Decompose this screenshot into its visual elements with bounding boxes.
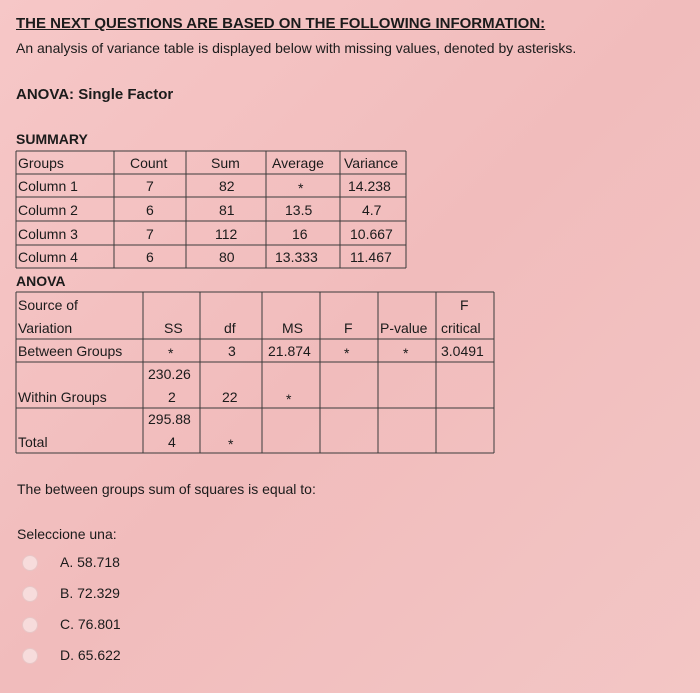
between-groups-ss: * xyxy=(168,345,174,361)
summary-row-4-variance: 11.467 xyxy=(350,249,392,265)
within-groups-label: Within Groups xyxy=(18,389,107,405)
summary-row-4-group: Column 4 xyxy=(18,249,78,265)
option-b-label: B. 72.329 xyxy=(60,585,120,601)
anova-header-df: df xyxy=(224,320,236,336)
summary-row-3-variance: 10.667 xyxy=(350,226,393,242)
between-groups-label: Between Groups xyxy=(18,343,123,359)
option-a-radio[interactable] xyxy=(22,555,38,571)
summary-row-3-count: 7 xyxy=(146,226,154,242)
summary-row-4-count: 6 xyxy=(146,249,154,265)
summary-header-count: Count xyxy=(130,155,168,171)
option-c-radio[interactable] xyxy=(22,617,38,633)
option-d-label: D. 65.622 xyxy=(60,647,121,663)
option-a-label: A. 58.718 xyxy=(60,554,120,570)
summary-header-variance: Variance xyxy=(344,155,399,171)
between-groups-f: * xyxy=(344,345,350,361)
summary-row-1-average: * xyxy=(298,180,304,196)
between-groups-df: 3 xyxy=(228,343,236,359)
anova-header-f: F xyxy=(344,320,353,336)
within-groups-ms: * xyxy=(286,391,292,407)
anova-header-pvalue: P-value xyxy=(380,320,428,336)
summary-row-2-sum: 81 xyxy=(219,202,235,218)
anova-header-ss: SS xyxy=(164,320,183,336)
option-d-radio[interactable] xyxy=(22,648,38,664)
option-c-label: C. 76.801 xyxy=(60,616,121,632)
summary-header-average: Average xyxy=(272,155,324,171)
total-df: * xyxy=(228,436,234,452)
select-one-label: Seleccione una: xyxy=(17,526,117,542)
anova-header-source-line1: Source of xyxy=(18,297,78,313)
between-groups-ms: 21.874 xyxy=(268,343,311,359)
summary-row-1-variance: 14.238 xyxy=(348,178,391,194)
anova-header-fcrit-line1: F xyxy=(460,297,469,313)
summary-row-3-sum: 112 xyxy=(215,226,238,242)
summary-row-2-group: Column 2 xyxy=(18,202,78,218)
summary-row-1-group: Column 1 xyxy=(18,178,78,194)
summary-row-3-group: Column 3 xyxy=(18,226,78,242)
total-ss-line2: 4 xyxy=(168,434,176,450)
intro-text: An analysis of variance table is displayed below with missing values, denoted by asterisks. xyxy=(16,40,577,56)
question-text: The between groups sum of squares is equal to: xyxy=(17,481,316,497)
between-groups-fcrit: 3.0491 xyxy=(441,343,484,359)
anova-header-source-line2: Variation xyxy=(18,320,73,336)
summary-label: SUMMARY xyxy=(16,131,88,147)
summary-row-4-sum: 80 xyxy=(219,249,235,265)
summary-row-1-count: 7 xyxy=(146,178,154,194)
total-ss-line1: 295.88 xyxy=(148,411,191,427)
within-groups-ss-line2: 2 xyxy=(168,389,176,405)
between-groups-pvalue: * xyxy=(403,345,409,361)
summary-header-groups: Groups xyxy=(18,155,64,171)
within-groups-ss-line1: 230.26 xyxy=(148,366,191,382)
summary-row-2-variance: 4.7 xyxy=(362,202,382,218)
anova-header-fcrit-line2: critical xyxy=(441,320,481,336)
summary-row-1-sum: 82 xyxy=(219,178,235,194)
summary-header-sum: Sum xyxy=(211,155,240,171)
summary-row-2-count: 6 xyxy=(146,202,154,218)
summary-row-4-average: 13.333 xyxy=(275,249,318,265)
option-b-radio[interactable] xyxy=(22,586,38,602)
anova-title: ANOVA: Single Factor xyxy=(16,86,174,103)
anova-header-ms: MS xyxy=(282,320,303,336)
summary-row-3-average: 16 xyxy=(292,226,308,242)
summary-row-2-average: 13.5 xyxy=(285,202,313,218)
anova-label: ANOVA xyxy=(16,273,66,289)
total-label: Total xyxy=(18,434,48,450)
within-groups-df: 22 xyxy=(222,389,238,405)
heading: THE NEXT QUESTIONS ARE BASED ON THE FOLLOWING INFORMATION: xyxy=(16,15,546,32)
